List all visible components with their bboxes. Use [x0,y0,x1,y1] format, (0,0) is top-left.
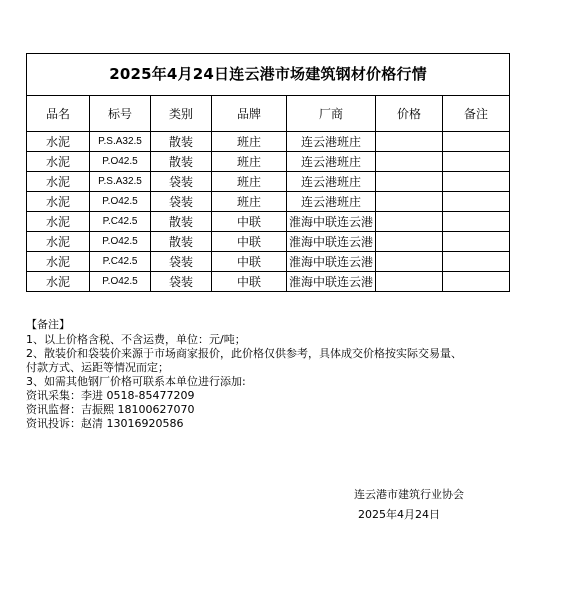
cell-brand: 班庄 [212,172,287,192]
column-header-price: 价格 [376,96,443,132]
contact-supervisor: 资讯监督：吉振熙 18100627070 [26,403,195,416]
cell-name: 水泥 [27,212,90,232]
note-line: 付款方式、运距等情况而定； [26,361,169,374]
cell-price [376,232,443,252]
note-line: 2、散装价和袋装价来源于市场商家报价，此价格仅供参考，具体成交价格按实际交易量、 [26,347,462,360]
cell-grade: P.S.A32.5 [90,132,151,152]
cell-category: 散装 [151,232,212,252]
cell-category: 袋装 [151,252,212,272]
cell-remark [443,212,510,232]
cell-name: 水泥 [27,272,90,292]
cell-price [376,172,443,192]
table-row [27,192,510,212]
contact-collector: 资讯采集：李进 0518-85477209 [26,389,195,402]
table-title: 2025年4月24日连云港市场建筑钢材价格行情 [27,54,510,96]
cell-name: 水泥 [27,232,90,252]
table-row [27,252,510,272]
cell-maker: 连云港班庄 [287,152,376,172]
cell-grade: P.O42.5 [90,272,151,292]
notes-heading: 【备注】 [26,318,70,331]
table-row [27,172,510,192]
cell-brand: 中联 [212,232,287,252]
table-row [27,132,510,152]
column-header-grade: 标号 [90,96,151,132]
cell-remark [443,192,510,212]
cell-maker: 淮海中联连云港 [287,252,376,272]
cell-category: 散装 [151,212,212,232]
notes-section [26,318,462,431]
cell-brand: 班庄 [212,132,287,152]
cell-remark [443,152,510,172]
cell-price [376,192,443,212]
cell-remark [443,132,510,152]
cell-price [376,152,443,172]
cell-grade: P.O42.5 [90,152,151,172]
cell-price [376,212,443,232]
table-row [27,232,510,252]
cell-maker: 连云港班庄 [287,172,376,192]
cell-name: 水泥 [27,172,90,192]
cell-price [376,132,443,152]
price-table [26,53,510,292]
cell-category: 散装 [151,132,212,152]
table-header-row [27,96,510,132]
table-row [27,212,510,232]
signature-date: 2025年4月24日 [358,508,440,521]
cell-grade: P.S.A32.5 [90,172,151,192]
column-header-brand: 品牌 [212,96,287,132]
cell-category: 袋装 [151,272,212,292]
table-row [27,272,510,292]
cell-price [376,272,443,292]
table-row [27,152,510,172]
cell-grade: P.O42.5 [90,232,151,252]
cell-maker: 连云港班庄 [287,192,376,212]
note-line: 1、以上价格含税、不含运费，单位：元/吨； [26,333,246,346]
cell-maker: 淮海中联连云港 [287,212,376,232]
cell-maker: 淮海中联连云港 [287,232,376,252]
cell-category: 袋装 [151,192,212,212]
cell-brand: 中联 [212,212,287,232]
cell-maker: 淮海中联连云港 [287,272,376,292]
cell-brand: 班庄 [212,192,287,212]
cell-brand: 中联 [212,252,287,272]
column-header-maker: 厂商 [287,96,376,132]
cell-remark [443,252,510,272]
cell-remark [443,272,510,292]
cell-maker: 连云港班庄 [287,132,376,152]
cell-brand: 中联 [212,272,287,292]
cell-name: 水泥 [27,192,90,212]
signature-block [354,488,464,522]
cell-remark [443,232,510,252]
signature-org: 连云港市建筑行业协会 [354,488,464,501]
column-header-remark: 备注 [443,96,510,132]
cell-category: 袋装 [151,172,212,192]
cell-name: 水泥 [27,252,90,272]
cell-category: 散装 [151,152,212,172]
column-header-name: 品名 [27,96,90,132]
column-header-category: 类别 [151,96,212,132]
cell-grade: P.C42.5 [90,212,151,232]
cell-grade: P.O42.5 [90,192,151,212]
cell-remark [443,172,510,192]
cell-price [376,252,443,272]
cell-name: 水泥 [27,132,90,152]
cell-name: 水泥 [27,152,90,172]
cell-brand: 班庄 [212,152,287,172]
cell-grade: P.C42.5 [90,252,151,272]
note-line: 3、如需其他钢厂价格可联系本单位进行添加: [26,375,246,388]
contact-complaint: 资讯投诉：赵清 13016920586 [26,417,184,430]
